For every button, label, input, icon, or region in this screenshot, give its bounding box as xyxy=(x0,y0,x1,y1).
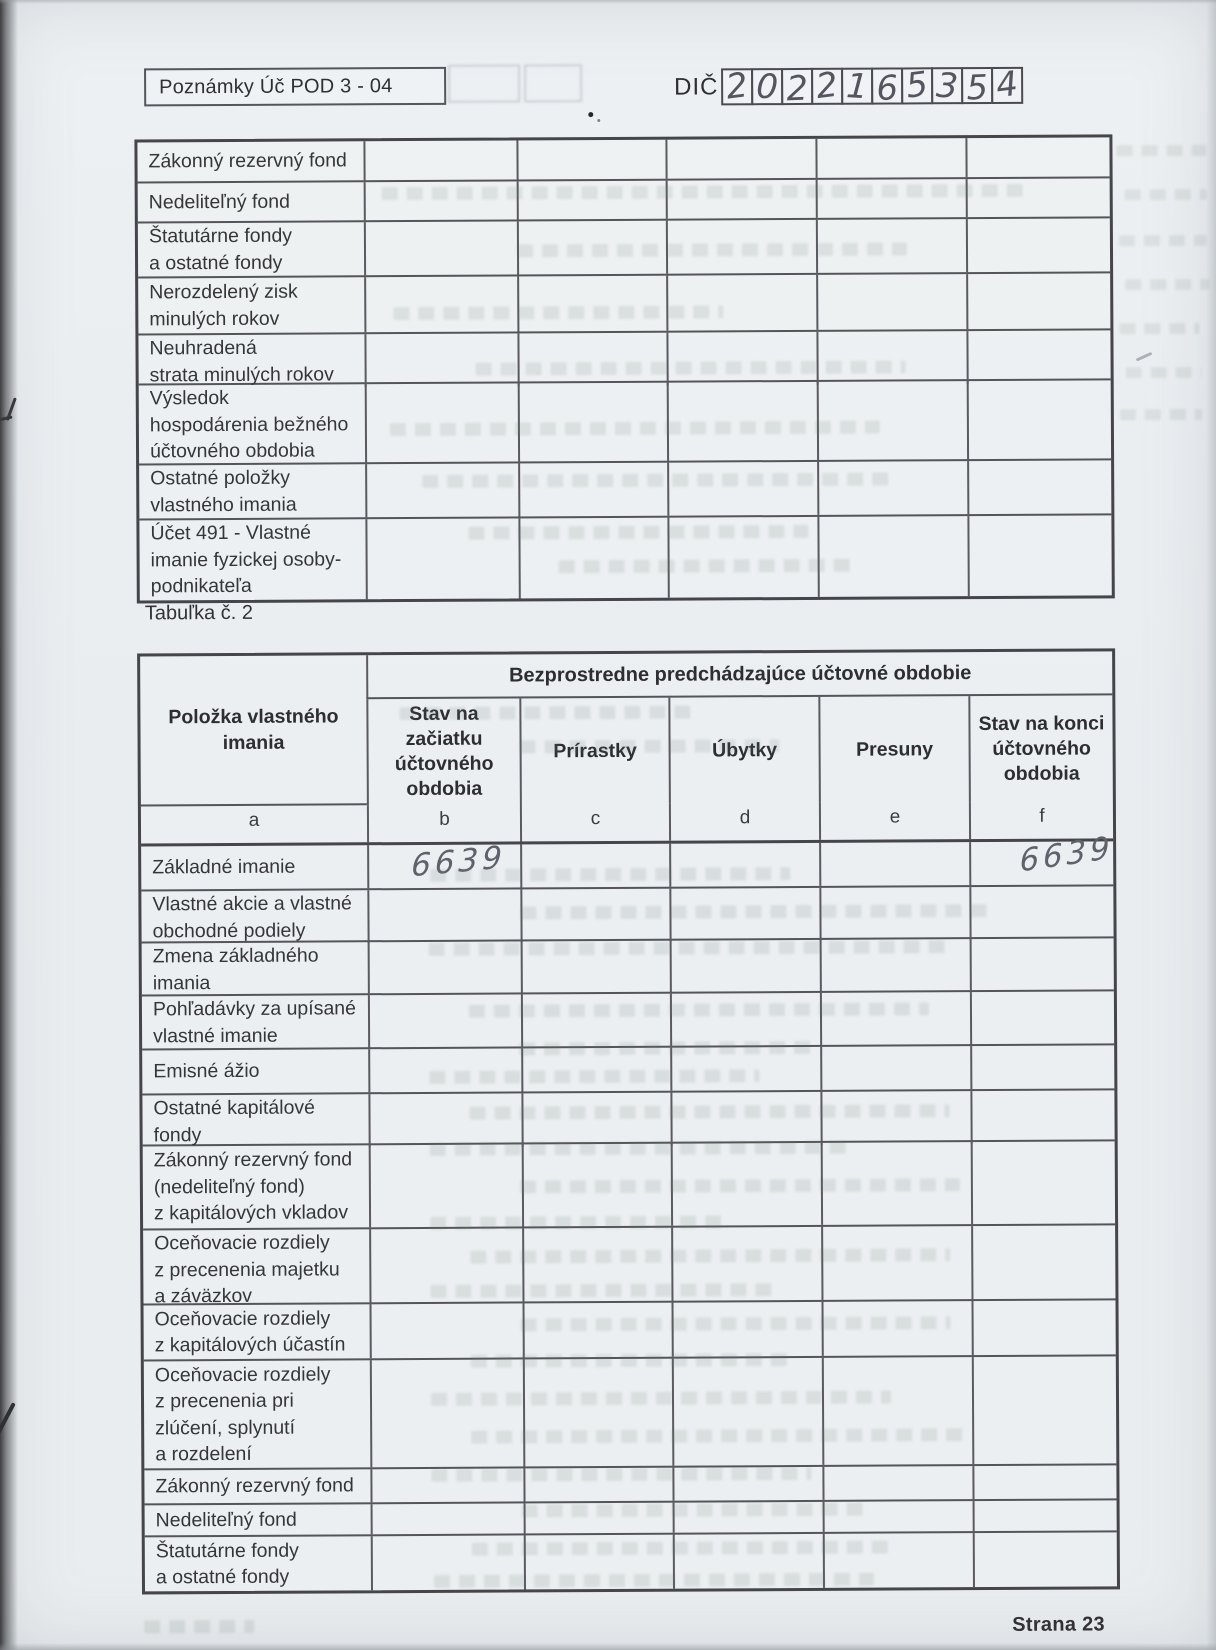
value-cell-c xyxy=(521,1093,670,1147)
dic-cell xyxy=(961,67,993,109)
table-row xyxy=(144,1354,1117,1468)
row-label-cell: Zákonný rezervný fond xyxy=(155,1474,354,1498)
value-cell-b xyxy=(370,1359,524,1467)
bleedthrough-artifact xyxy=(472,1541,892,1556)
dic-digit-handwritten: 2 xyxy=(813,64,841,108)
dic-digit-handwritten: 0 xyxy=(755,66,780,108)
value-cell-e xyxy=(821,1226,971,1306)
row-label-cell: Neuhradená strata minulých rokov xyxy=(149,336,334,386)
row-label-cell: Štatutárne fondy a ostatné fondy xyxy=(148,224,293,274)
form-id-label: Poznámky Úč POD 3 - 04 xyxy=(159,74,393,98)
pen-mark xyxy=(0,1402,16,1434)
bleedthrough-artifact xyxy=(390,421,880,437)
value-cell-e xyxy=(817,461,967,515)
row-label-cell: Základné imanie xyxy=(152,855,296,879)
bleedthrough-artifact xyxy=(430,1141,850,1156)
value-cell-e xyxy=(817,516,967,597)
row-label-cell: Vlastné akcie a vlastné obchodné podiely xyxy=(152,892,352,942)
dic-cell xyxy=(931,65,963,107)
value-cell-f xyxy=(973,1500,1117,1531)
value-cell-b xyxy=(370,1303,523,1358)
row-label-cell: Štatutárne fondy a ostatné fondy xyxy=(155,1539,299,1589)
dic-cell xyxy=(781,68,813,110)
bleedthrough-artifact xyxy=(430,1283,780,1298)
value-cell-f xyxy=(966,273,1110,329)
page-number: Strana 23 xyxy=(1012,1613,1106,1636)
value-cell-f xyxy=(966,330,1110,384)
dic-digit-handwritten: 6 xyxy=(875,68,899,109)
bleedthrough-artifact xyxy=(448,64,520,102)
value-cell-b xyxy=(364,333,517,387)
value-cell-d xyxy=(672,1358,823,1466)
dic-cell xyxy=(721,65,753,108)
table2 xyxy=(137,648,1120,1594)
table2-header-col-e: Presuny xyxy=(818,696,969,803)
bleedthrough-artifact xyxy=(524,64,582,102)
pen-mark xyxy=(1136,352,1153,362)
column-letter: b xyxy=(367,804,520,842)
handwritten-value: 6639 xyxy=(1019,829,1114,880)
dic-boxes xyxy=(723,63,1023,110)
row-label-cell: Zmena základného imania xyxy=(152,944,319,994)
value-cell-f xyxy=(970,1045,1114,1089)
bleedthrough-artifact xyxy=(422,473,892,488)
bleedthrough-artifact xyxy=(519,1041,819,1056)
column-letter: a xyxy=(248,809,260,831)
value-cell-b xyxy=(367,889,520,943)
value-cell-e xyxy=(819,842,969,886)
bleedthrough-artifact xyxy=(430,867,790,882)
value-cell-d xyxy=(667,462,817,516)
value-cell-b xyxy=(369,1144,522,1227)
value-cell-f xyxy=(970,938,1114,992)
bleedthrough-artifact xyxy=(521,1316,951,1331)
row-label-cell: Oceňovacie rozdiely z precenenia pri zlúčení, splynutí a rozdelení xyxy=(154,1362,331,1466)
value-cell-f xyxy=(967,380,1111,460)
bleedthrough-artifact xyxy=(431,1391,891,1406)
handwritten-value: 6639 xyxy=(410,839,507,885)
value-cell-e xyxy=(815,138,965,178)
value-cell-f xyxy=(967,515,1111,596)
pen-mark xyxy=(6,397,17,421)
table2-header-item: Položka vlastného imania xyxy=(140,655,367,806)
column-letter: c xyxy=(520,804,669,842)
value-cell-f xyxy=(969,886,1113,940)
table-row xyxy=(142,989,1114,1048)
value-cell-c xyxy=(521,994,670,1048)
value-cell-b xyxy=(368,994,521,1048)
value-cell-d xyxy=(670,1092,820,1146)
table-row xyxy=(141,829,1114,889)
bleedthrough-artifact xyxy=(1119,235,1207,246)
value-cell-c xyxy=(523,1359,673,1467)
dic-digit-handwritten: 3 xyxy=(935,65,960,107)
dic-cell xyxy=(901,64,933,107)
row-label-cell: Ostatné položky vlastného imania xyxy=(150,466,297,516)
value-cell-f xyxy=(971,1300,1115,1355)
bleedthrough-artifact xyxy=(1125,279,1209,290)
value-cell-f xyxy=(971,1225,1115,1305)
dic-cell xyxy=(751,66,783,108)
bleedthrough-artifact xyxy=(1119,323,1199,334)
table-row xyxy=(139,378,1111,463)
dic-digit-handwritten: 5 xyxy=(965,67,989,109)
bleedthrough-artifact xyxy=(434,1573,874,1588)
column-letter: e xyxy=(819,802,969,840)
value-cell-f xyxy=(967,460,1111,514)
bleedthrough-artifact xyxy=(469,1104,949,1120)
row-label-cell: Oceňovacie rozdiely z precenenia majetku a záväzkov xyxy=(154,1231,340,1308)
dic-cell xyxy=(811,64,843,108)
table2-group-header: Bezprostredne predchádzajúce účtovné obdobie xyxy=(366,651,1112,699)
value-cell-e xyxy=(822,1357,973,1465)
value-cell-b xyxy=(363,140,516,180)
bleedthrough-artifact xyxy=(1125,189,1207,200)
value-cell-e xyxy=(822,1466,972,1500)
row-label-cell: Nedeliteľný fond xyxy=(155,1508,297,1532)
value-cell-f xyxy=(972,1356,1117,1464)
row-label-cell: Emisné ážio xyxy=(153,1060,260,1083)
bleedthrough-artifact xyxy=(476,360,906,375)
table-row xyxy=(138,328,1110,386)
table2-caption: Tabuľka č. 2 xyxy=(144,601,254,625)
value-cell-c xyxy=(517,276,666,332)
value-cell-b xyxy=(365,463,518,517)
dic-cell xyxy=(991,63,1023,107)
value-cell-f xyxy=(966,218,1110,272)
dic-label: DIČ xyxy=(674,73,719,101)
value-cell-c xyxy=(516,140,665,180)
bleedthrough-artifact xyxy=(429,940,949,956)
table2-header-col-c: Prírastky xyxy=(519,698,669,805)
value-cell-e xyxy=(820,1091,970,1145)
bleedthrough-artifact xyxy=(393,305,723,320)
row-label-cell: Oceňovacie rozdiely z kapitálových účastín xyxy=(154,1306,346,1357)
bleedthrough-artifact xyxy=(468,525,808,540)
table-row xyxy=(139,458,1111,518)
bleedthrough-artifact xyxy=(471,1428,971,1444)
table-row xyxy=(137,137,1109,181)
value-cell-e xyxy=(816,331,966,385)
row-label-cell: Pohľadávky za upísané vlastné imanie xyxy=(152,997,357,1047)
value-cell-e xyxy=(816,274,966,330)
ink-speck xyxy=(588,112,593,117)
table2-header-col-f: Stav na konci účtovného obdobia xyxy=(968,695,1113,802)
dic-digit-handwritten: 2 xyxy=(723,65,751,108)
value-cell-b xyxy=(368,1093,521,1147)
value-cell-f xyxy=(970,991,1114,1045)
bleedthrough-artifact xyxy=(470,1248,950,1264)
dic-cell xyxy=(871,67,903,109)
value-cell-d xyxy=(670,993,820,1047)
value-cell-b xyxy=(364,276,517,332)
bleedthrough-artifact xyxy=(471,1353,791,1368)
row-label-cell: Nerozdelený zisk minulých rokov xyxy=(149,280,298,330)
bleedthrough-artifact xyxy=(429,1069,759,1084)
bleedthrough-artifact xyxy=(522,1503,872,1518)
row-label-cell: Účet 491 - Vlastné imanie fyzickej osoby- podnikateľa xyxy=(150,521,342,598)
value-cell-f xyxy=(971,1141,1115,1224)
bleedthrough-artifact xyxy=(144,1620,254,1634)
table2-header-col-d: Úbytky xyxy=(668,697,819,804)
ink-speck xyxy=(597,119,600,122)
bleedthrough-artifact xyxy=(520,1178,960,1193)
bleedthrough-artifact xyxy=(399,706,699,721)
bleedthrough-artifact xyxy=(1116,145,1206,156)
row-label-cell: Zákonný rezervný fond (nedeliteľný fond) z kapitálových vkladov xyxy=(153,1148,353,1225)
column-letter: d xyxy=(669,803,819,841)
row-label-cell: Nedeliteľný fond xyxy=(148,190,290,214)
value-cell-e xyxy=(820,1046,970,1090)
value-cell-d xyxy=(666,275,816,331)
form-id-box xyxy=(144,67,446,107)
bleedthrough-artifact xyxy=(520,904,990,919)
row-label-cell: Výsledok hospodárenia bežného účtovného obdobia xyxy=(149,386,349,463)
dic-digit-handwritten: 5 xyxy=(903,64,931,107)
value-cell-c xyxy=(517,333,666,387)
table2-header-col-b: Stav na začiatku účtovného obdobia xyxy=(366,698,520,805)
dic-cell xyxy=(841,66,873,108)
value-cell-f xyxy=(972,1465,1116,1499)
value-cell-b xyxy=(364,221,517,275)
value-cell-f xyxy=(965,137,1109,177)
value-cell-f xyxy=(969,829,1114,885)
value-cell-e xyxy=(820,992,970,1046)
row-label-cell: Ostatné kapitálové fondy xyxy=(153,1096,316,1146)
dic-digit-handwritten: 4 xyxy=(993,63,1021,107)
dic-digit-handwritten: 1 xyxy=(845,66,870,108)
value-cell-d xyxy=(665,139,815,179)
value-cell-b xyxy=(371,1503,524,1534)
value-cell-c xyxy=(518,463,667,517)
row-label-cell: Zákonný rezervný fond xyxy=(148,149,347,173)
value-cell-d xyxy=(666,332,816,386)
column-letter: f xyxy=(969,801,1113,839)
bleedthrough-artifact xyxy=(431,1467,811,1482)
bleedthrough-artifact xyxy=(1120,409,1202,420)
bleedthrough-artifact xyxy=(520,739,780,753)
dic-digit-handwritten: 2 xyxy=(785,68,809,110)
table-row xyxy=(138,271,1110,333)
bleedthrough-artifact xyxy=(517,242,907,257)
bleedthrough-artifact xyxy=(469,1002,929,1017)
bleedthrough-artifact xyxy=(559,559,859,574)
value-cell-f xyxy=(973,1532,1117,1587)
value-cell-f xyxy=(970,1090,1114,1144)
bleedthrough-artifact xyxy=(430,1215,730,1230)
bleedthrough-artifact xyxy=(1126,367,1202,378)
